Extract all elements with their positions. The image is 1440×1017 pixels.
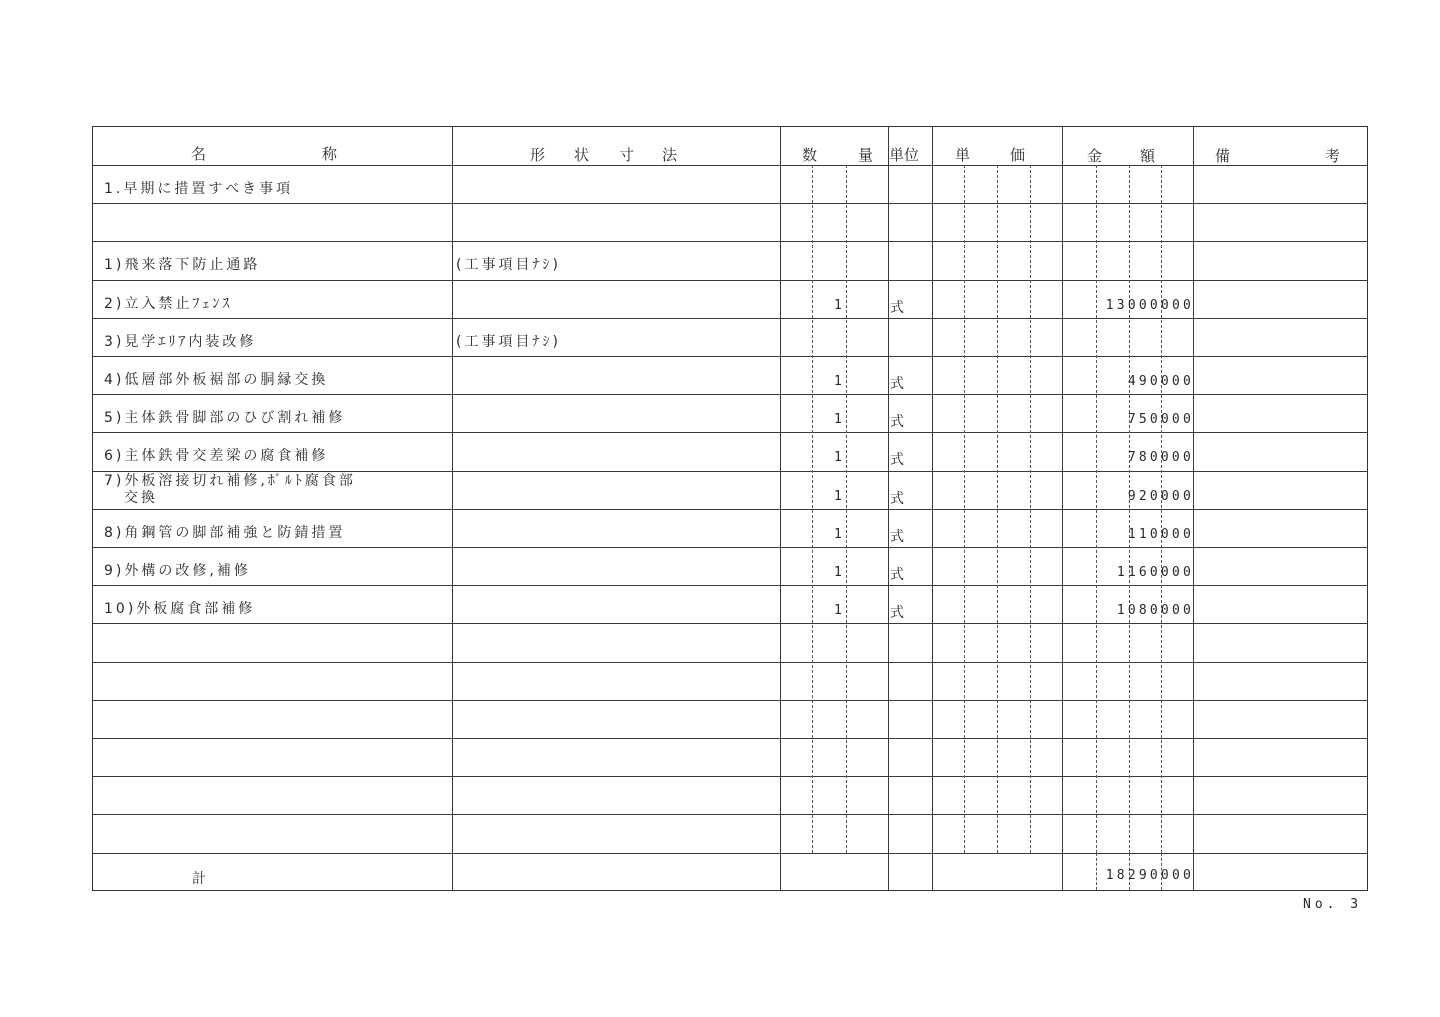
row-divider <box>92 547 1368 548</box>
item-amount: 750000 <box>1127 412 1194 428</box>
column-divider <box>452 126 453 890</box>
column-divider <box>1062 126 1063 890</box>
item-shape: (工事項目ﾅｼ) <box>456 257 561 274</box>
row-divider <box>92 203 1368 204</box>
total-amount: 18290000 <box>1105 868 1194 883</box>
digit-divider <box>1096 165 1097 853</box>
header-shape-4: 法 <box>662 146 678 164</box>
item-unit: 式 <box>890 376 904 392</box>
item-name: 4)低層部外板裾部の胴縁交換 <box>104 372 329 388</box>
item-quantity: 1 <box>834 603 842 619</box>
item-amount: 13000000 <box>1105 297 1194 313</box>
header-price-1: 単 <box>955 146 971 164</box>
item-unit: 式 <box>890 567 904 583</box>
digit-divider <box>1161 165 1162 853</box>
header-shape-2: 状 <box>574 146 590 164</box>
column-divider <box>888 126 889 890</box>
row-divider <box>92 280 1368 281</box>
header-qty-2: 量 <box>858 146 874 164</box>
item-shape: (工事項目ﾅｼ) <box>456 333 561 350</box>
item-name: 1)飛来落下防止通路 <box>104 257 261 274</box>
page-number: No. 3 <box>1303 897 1363 912</box>
header-name-1: 名 <box>191 145 207 163</box>
header-remarks-2: 考 <box>1325 147 1341 165</box>
header-amount-2: 額 <box>1140 147 1156 165</box>
row-divider <box>92 776 1368 777</box>
row-divider <box>92 432 1368 433</box>
column-divider <box>932 126 933 890</box>
row-divider <box>92 738 1368 739</box>
item-name: 8)角鋼管の脚部補強と防錆措置 <box>104 524 346 541</box>
item-unit: 式 <box>890 605 904 622</box>
item-unit: 式 <box>890 299 904 316</box>
item-quantity: 1 <box>834 488 842 504</box>
row-divider <box>92 241 1368 242</box>
item-name: 1.早期に措置すべき事項 <box>104 181 294 197</box>
header-name-2: 称 <box>322 145 338 163</box>
header-shape-3: 寸 <box>619 146 635 164</box>
digit-divider <box>812 165 813 853</box>
item-name: 6)主体鉄骨交差梁の腐食補修 <box>104 448 329 465</box>
item-amount: 920000 <box>1127 488 1194 504</box>
header-amount-1: 金 <box>1087 147 1103 165</box>
item-amount: 490000 <box>1127 374 1194 389</box>
item-quantity: 1 <box>834 297 842 313</box>
item-amount: 1160000 <box>1116 565 1194 580</box>
item-name: 5)主体鉄骨脚部のひび割れ補修 <box>104 410 346 427</box>
item-name: 3)見学ｴﾘｱ内装改修 <box>104 333 257 350</box>
row-divider <box>92 318 1368 319</box>
item-unit: 式 <box>890 528 904 545</box>
row-divider <box>92 509 1368 510</box>
item-unit: 式 <box>890 414 904 431</box>
row-divider <box>92 662 1368 663</box>
column-divider <box>1193 126 1194 890</box>
item-unit: 式 <box>890 452 904 469</box>
digit-divider <box>1129 165 1130 853</box>
row-divider <box>92 165 1368 166</box>
row-divider <box>92 623 1368 624</box>
header-price-2: 価 <box>1010 146 1026 164</box>
item-name-cont: 交換 <box>124 489 158 506</box>
digit-divider <box>1096 853 1097 890</box>
item-quantity: 1 <box>834 374 842 389</box>
row-divider <box>92 356 1368 357</box>
row-divider <box>92 471 1368 472</box>
digit-divider <box>964 165 965 853</box>
digit-divider <box>1030 165 1031 853</box>
item-unit: 式 <box>890 490 904 507</box>
digit-divider <box>846 165 847 853</box>
row-divider <box>92 853 1368 854</box>
item-quantity: 1 <box>834 450 842 466</box>
row-divider <box>92 814 1368 815</box>
item-name: 10)外板腐食部補修 <box>104 601 256 618</box>
item-name: 7)外板溶接切れ補修,ﾎﾞﾙﾄ腐食部 <box>104 472 356 489</box>
row-divider <box>92 700 1368 701</box>
item-name: 9)外構の改修,補修 <box>104 563 251 579</box>
item-name: 2)立入禁止ﾌｪﾝｽ <box>104 295 233 312</box>
item-amount: 1080000 <box>1116 603 1194 619</box>
row-divider <box>92 394 1368 395</box>
item-amount: 780000 <box>1127 450 1194 466</box>
row-divider <box>92 585 1368 586</box>
digit-divider <box>997 165 998 853</box>
item-amount: 110000 <box>1127 526 1194 542</box>
header-unit: 単位 <box>889 146 920 164</box>
column-divider <box>780 126 781 890</box>
total-label: 計 <box>192 871 209 887</box>
item-quantity: 1 <box>834 412 842 428</box>
header-shape-1: 形 <box>530 146 546 164</box>
item-quantity: 1 <box>834 565 842 580</box>
item-quantity: 1 <box>834 526 842 542</box>
header-remarks-1: 備 <box>1215 147 1231 165</box>
header-qty-1: 数 <box>802 146 818 164</box>
